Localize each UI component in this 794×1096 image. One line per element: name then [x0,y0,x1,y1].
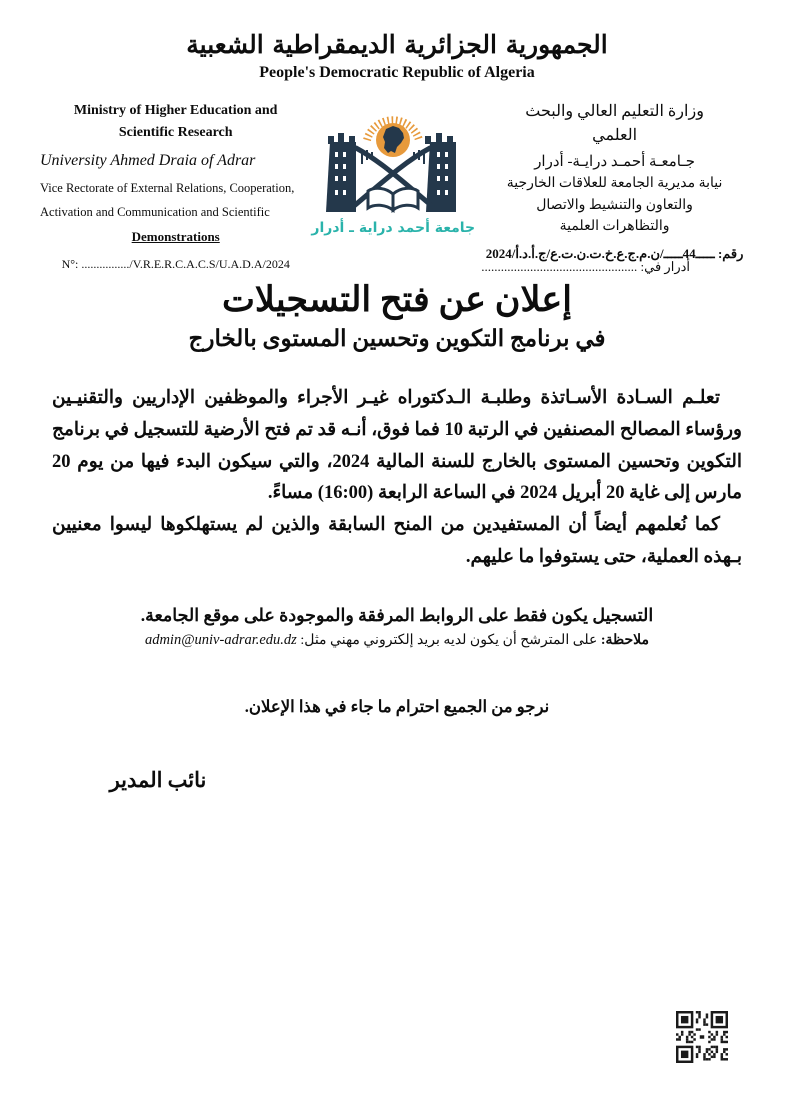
ministry-ar-line2: العلمي [592,127,638,144]
letterhead [40,100,754,272]
letterhead-right [475,100,754,272]
vice-rectorate-en-line3: Demonstrations [131,228,220,244]
tower-left-icon [326,133,356,212]
paragraph-2: كما نُعلمهم أيضاً أن المستفيدين من المنح السابقة والذين لم يستهلكوها ليسوا معنيين بـهذه العملية، حتى يستوفوا ما عليهم. [52,515,742,568]
book-icon [368,188,418,210]
vice-rectorate-ar-line2: والتعاون والتنشيط والاتصال [536,197,693,213]
tower-right-icon [425,133,456,212]
date-line [481,259,690,275]
vice-rectorate-en-line1: Vice Rectorate of External Relations, Cooperation, [40,181,295,196]
logo-banner-text: جامعة أحمد دراية ـ أدرار [311,220,476,236]
ministry-ar-line1: وزارة التعليم العالي والبحث [525,103,704,120]
vice-rectorate-en-line2: Activation and Communication and Scientific [40,205,270,220]
note-text: على المترشح أن يكون لديه بريد إلكتروني مهني مثل: [300,633,598,648]
country-title-arabic: الجمهورية الجزائرية الديمقراطية الشعبية [186,30,608,59]
date-label: أدرار في: [640,259,690,274]
vice-rectorate-ar-line3: والتظاهرات العلمية [559,219,670,235]
vice-rectorate-ar-line1: نيابة مديرية الجامعة للعلاقات الخارجية [506,176,723,191]
note-email: admin@univ-adrar.edu.dz [144,632,297,648]
announcement-title: إعلان عن فتح التسجيلات [221,280,573,319]
note-line [0,632,794,649]
letterhead-left [40,100,311,272]
date-dots: ................................................ [481,259,638,274]
country-title-english: People's Democratic Republic of Algeria [259,64,535,81]
reference-number-en: N°: ................/V.R.E.R.C.A.C.S/U.A.D.A/2024 [61,256,290,271]
university-logo-icon [318,100,468,218]
note-label: ملاحظة: [600,633,650,648]
ministry-en-line2: Scientific Research [118,124,233,140]
paragraph-1: تعلـم السـادة الأسـاتذة وطلبـة الـدكتوراه غيـر الأجراء والموظفين الإداريين والتقنيـين ورؤساء المصالح المصنفين في الرتبة 10 فما فوق، أنـه قد تم فتح الأرضية للتسجيل في برنامج التكوين وتحسين المستوى بالخارج للسنة المالية 2024، والتي سيكون البدء فيها من يوم 20 مارس إلى غاية 20 أبريل 2024 في الساعة الرابعة (16:00) مساءً. [52,388,742,504]
reference-number-ar: رقم: ـــــ44ـــــ/ن.م.ج.ع.خ.ت.ن.ت.ع/ج.أ.د.أ/2024 [485,246,744,262]
logo-column [311,100,475,272]
announcement-subtitle: في برنامج التكوين وتحسين المستوى بالخارج [188,326,606,351]
announcement-body [52,383,742,630]
ministry-en-line1: Ministry of Higher Education and [73,103,278,118]
university-name-en: University Ahmed Draia of Adrar [40,152,256,170]
closing-line: نرجو من الجميع احترام ما جاء في هذا الإعلان. [244,697,550,716]
qr-code [676,1011,728,1063]
paragraph-3: التسجيل يكون فقط على الروابط المرفقة والموجودة على موقع الجامعة. [140,604,654,625]
signature: نائب المدير [109,768,207,792]
university-name-ar: جـامعـة أحمـد درايـة- أدرار [534,154,695,170]
